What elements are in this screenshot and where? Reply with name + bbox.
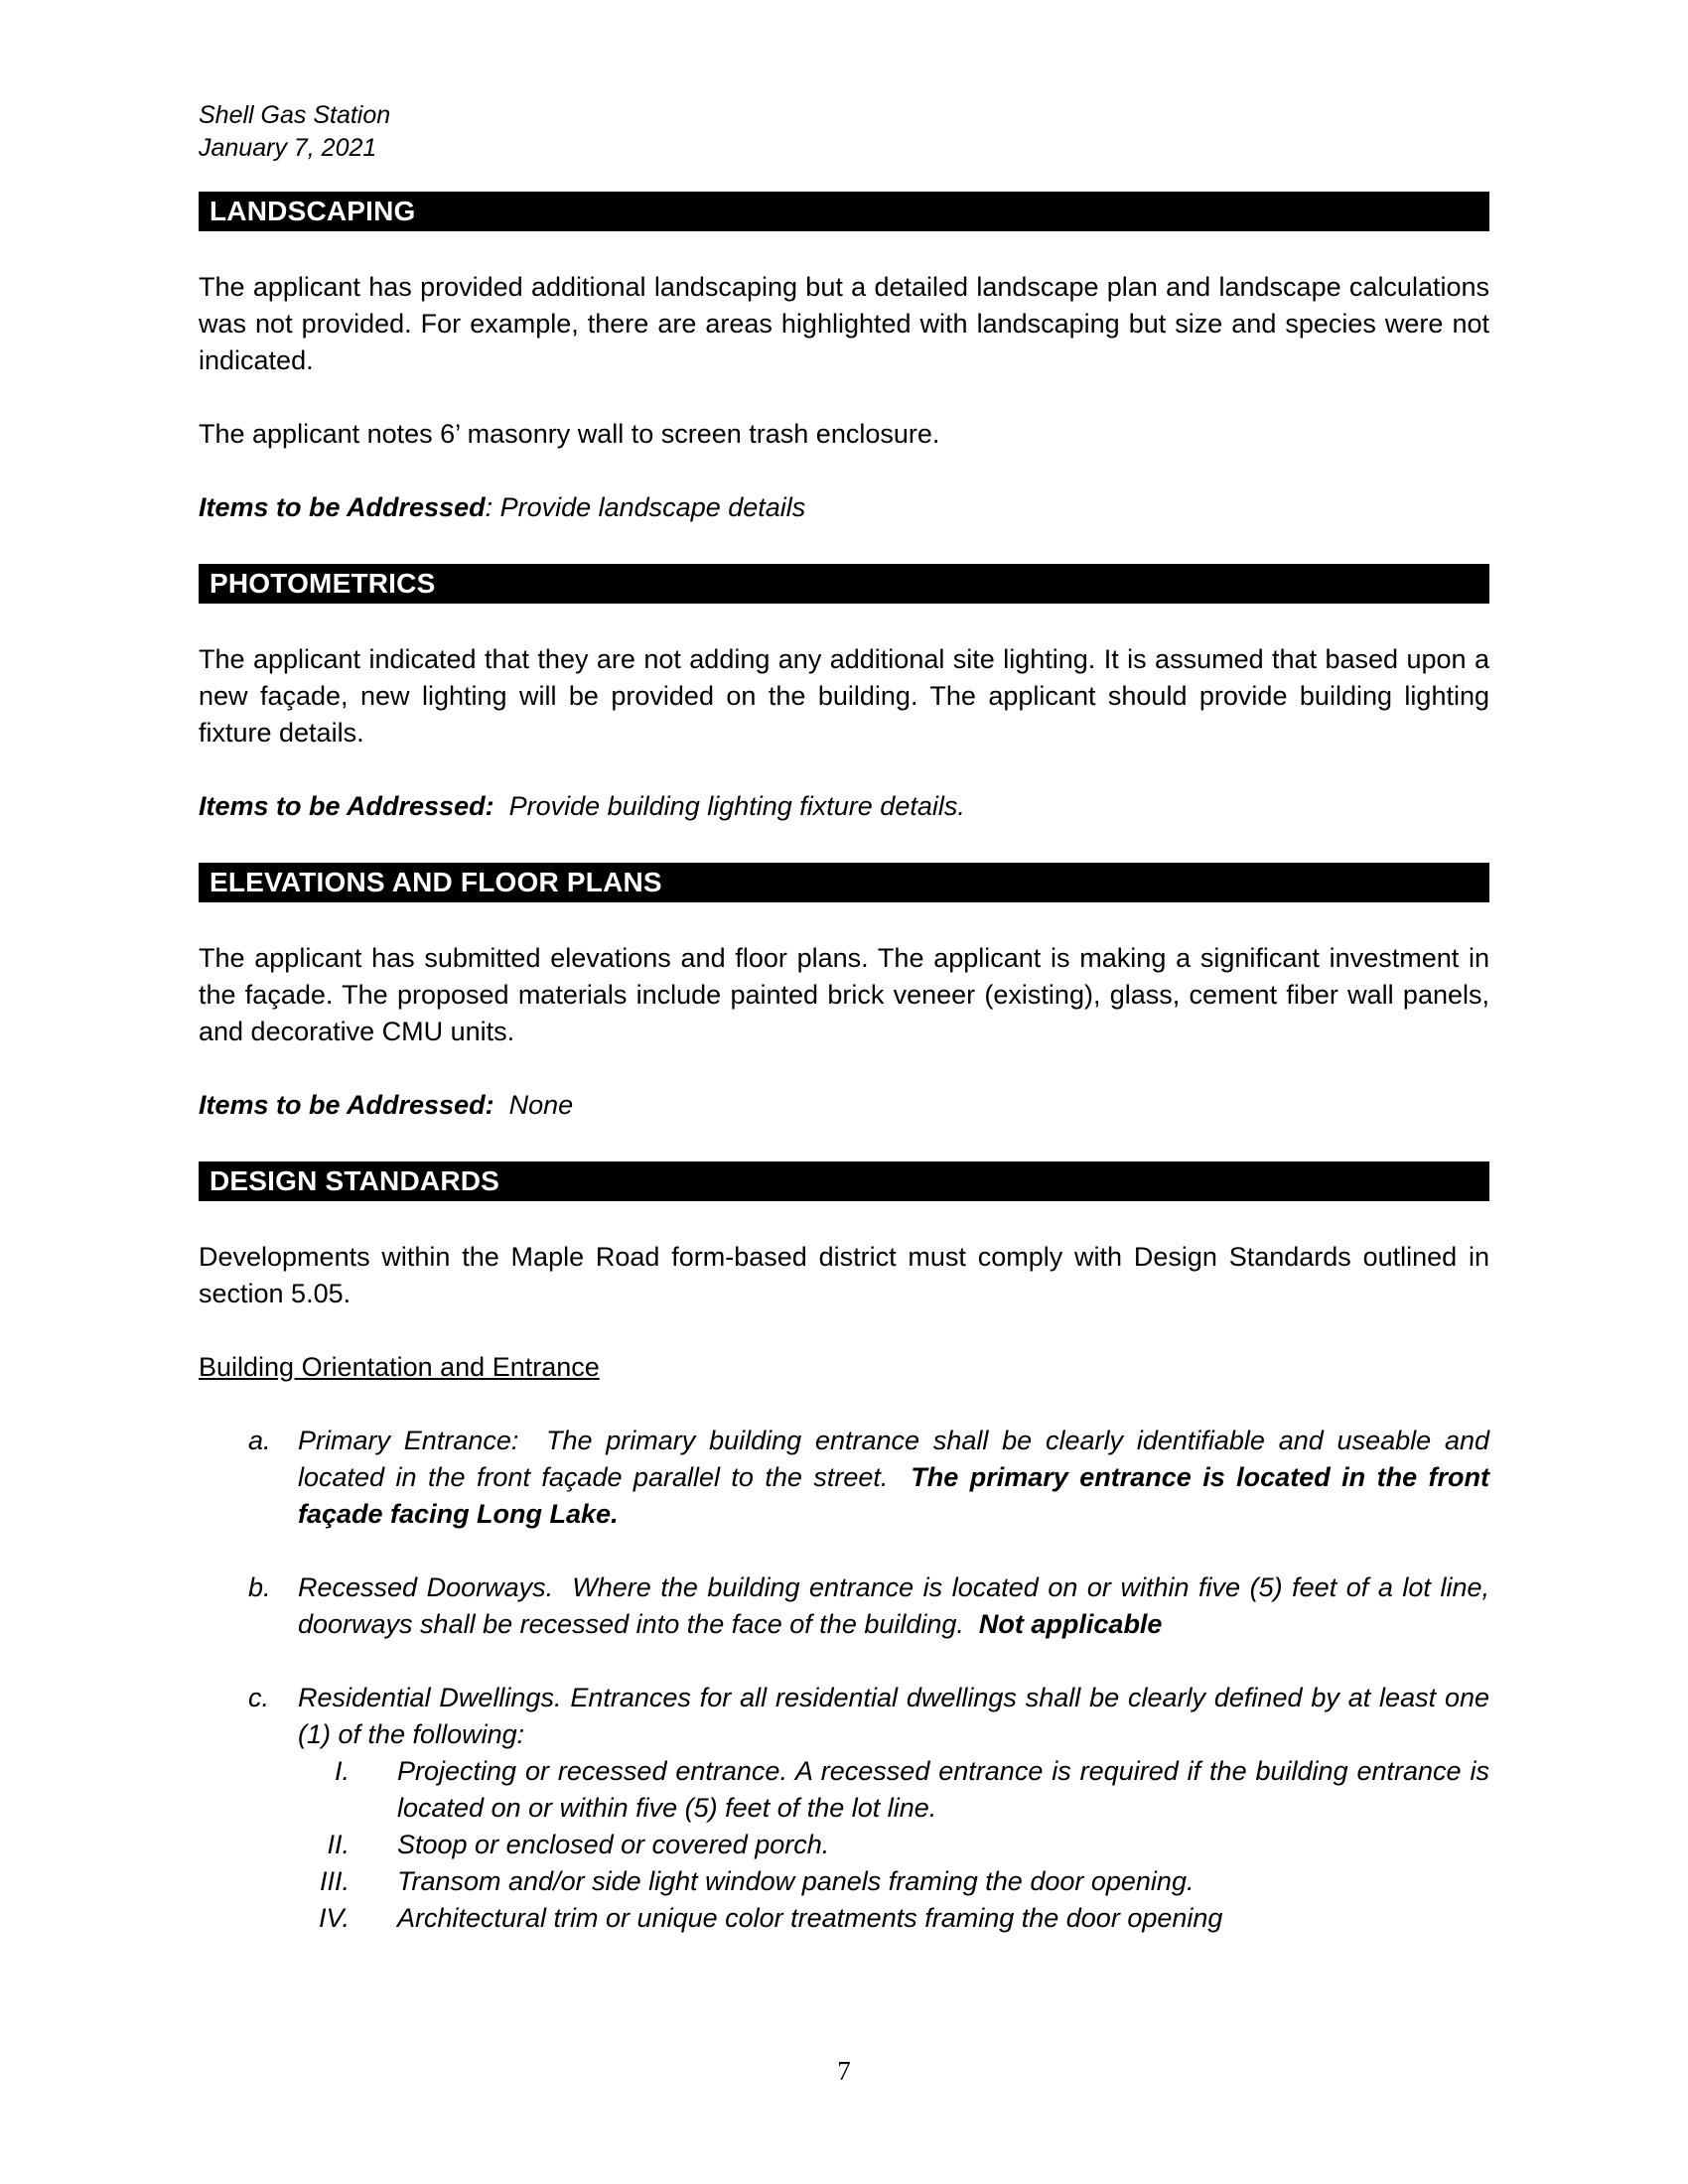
items-value: Provide building lighting fixture details. (493, 791, 965, 821)
sub-list-marker: III. (319, 1866, 350, 1896)
list-item-finding: Not applicable (978, 1609, 1163, 1639)
elevations-paragraph-1: The applicant has submitted elevations and floor plans. The applicant is making a significant investment in the façade. The proposed materials include painted brick veneer (existing), glass, cement fiber wall panels, and decorative CMU units. (199, 943, 1489, 1046)
section-heading-design-standards: DESIGN STANDARDS (199, 1161, 1489, 1201)
sub-list-marker: IV. (318, 1903, 350, 1933)
elevations-items-to-address (199, 1087, 1489, 1124)
photometrics-items-to-address (199, 788, 1489, 825)
design-paragraph-1: Developments within the Maple Road form-based district must comply with Design Standards outlined in section 5.05. (199, 1242, 1489, 1308)
list-item (199, 1570, 1497, 1643)
design-standards-list (199, 1423, 1497, 1937)
list-marker: b. (248, 1572, 271, 1602)
list-item-finding: The primary entrance is located in the front façade facing Long Lake. (298, 1462, 1489, 1529)
sub-list-marker: II. (327, 1830, 350, 1859)
items-value: : Provide landscape details (485, 492, 806, 522)
sub-list-item-text: Architectural trim or unique color treatments framing the door opening (397, 1903, 1223, 1933)
section-heading-photometrics: PHOTOMETRICS (199, 564, 1489, 604)
sub-list-item (298, 1827, 1489, 1863)
subheading-building-orientation: Building Orientation and Entrance (199, 1352, 600, 1382)
page-number: 7 (837, 2056, 851, 2086)
items-label: Items to be Addressed (199, 492, 486, 522)
sub-list-item (298, 1900, 1489, 1937)
running-header (199, 99, 1489, 165)
section-heading-elevations: ELEVATIONS AND FLOOR PLANS (199, 863, 1489, 902)
list-item-text: Recessed Doorways. Where the building entrance is located on or within five (5) feet of a lot line, doorways shall be recessed into the face of the building. (298, 1572, 1497, 1639)
photometrics-paragraph-1: The applicant indicated that they are not adding any additional site lighting. It is assumed that based upon a new façade, new lighting will be provided on the building. The applicant should provide building lighting fixture details. (199, 644, 1489, 748)
list-item (199, 1423, 1497, 1533)
list-marker: c. (248, 1683, 270, 1712)
list-item (199, 1680, 1489, 1937)
list-item-text: Residential Dwellings. Entrances for all residential dwellings shall be clearly defined by at least one (1) of the following: (298, 1683, 1489, 1749)
sub-list-item (298, 1863, 1489, 1900)
sub-list-item-text: Projecting or recessed entrance. A recessed entrance is required if the building entrance is located on or within five (5) feet of the lot line. (397, 1756, 1489, 1823)
sub-list-item-text: Stoop or enclosed or covered porch. (397, 1830, 830, 1859)
section-heading-landscaping: LANDSCAPING (199, 192, 1489, 231)
items-label: Items to be Addressed: (199, 1090, 494, 1120)
list-item-text: Primary Entrance: The primary building entrance shall be clearly identifiable and useable and located in the front façade parallel to the street. (298, 1426, 1497, 1492)
sub-list-item (298, 1753, 1489, 1827)
document-page (199, 99, 1497, 1937)
landscaping-paragraph-1: The applicant has provided additional landscaping but a detailed landscape plan and landscape calculations was not provided. For example, there are areas highlighted with landscaping but size and species were not indicated. (199, 272, 1489, 375)
sub-list (298, 1753, 1489, 1937)
landscaping-paragraph-2: The applicant notes 6’ masonry wall to screen trash enclosure. (199, 419, 940, 449)
items-value: None (493, 1090, 574, 1120)
header-date: January 7, 2021 (199, 134, 377, 162)
landscaping-items-to-address (199, 489, 1489, 526)
items-label: Items to be Addressed: (199, 791, 494, 821)
sub-list-marker: I. (334, 1756, 350, 1786)
list-marker: a. (248, 1426, 271, 1455)
sub-list-item-text: Transom and/or side light window panels framing the door opening. (397, 1866, 1195, 1896)
header-project-name: Shell Gas Station (199, 101, 391, 129)
